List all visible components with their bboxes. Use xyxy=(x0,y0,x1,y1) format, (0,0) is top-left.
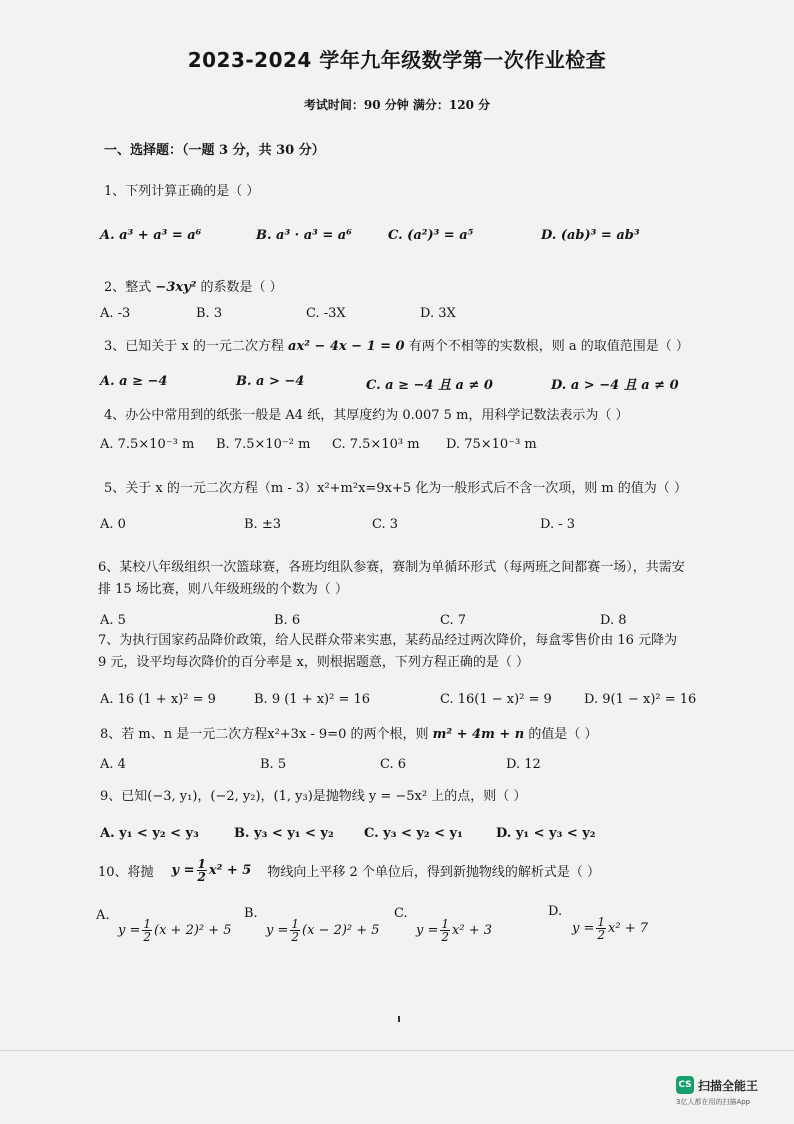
camscanner-logo-icon: CS xyxy=(676,1076,694,1094)
question-9-stem: 9、已知(−3, y₁)，(−2, y₂)，(1, y₃)是抛物线 y = −5x² 上的点，则（ ） xyxy=(100,789,527,804)
question-3-equation: ax² − 4x − 1 = 0 xyxy=(288,339,405,354)
question-9-option-b: B. y₃ < y₁ < y₂ xyxy=(234,826,334,841)
question-9-option-a: A. y₁ < y₂ < y₃ xyxy=(100,826,199,841)
question-10-option-a xyxy=(118,918,232,943)
fraction-denominator: 2 xyxy=(291,930,300,944)
fraction-denominator: 2 xyxy=(197,870,206,884)
question-10-stem-mid: 物线向上平移 2 个单位后，得到新抛物线的解析式是（ ） xyxy=(267,865,600,880)
question-4-option-a: A. 7.5×10⁻³ m xyxy=(100,437,195,452)
stray-mark xyxy=(398,1016,400,1022)
question-10-option-b xyxy=(266,918,380,943)
question-3-option-a: A. a ≥ −4 xyxy=(100,374,168,389)
question-6-option-b: B. 6 xyxy=(274,613,301,628)
fraction-numerator: 1 xyxy=(597,915,606,929)
watermark-tagline: 3亿人都在用的扫描App xyxy=(676,1098,751,1106)
question-2-option-d: D. 3X xyxy=(420,306,456,321)
fraction xyxy=(197,858,207,883)
question-5-stem: 5、关于 x 的一元二次方程（m - 3）x²+m²x=9x+5 化为一般形式后不含一次项，则 m 的值为（ ） xyxy=(104,481,687,496)
question-9-option-c: C. y₃ < y₂ < y₁ xyxy=(364,826,463,841)
question-3-option-c: C. a ≥ −4 且 a ≠ 0 xyxy=(366,378,493,393)
formula-lhs: y = xyxy=(171,863,195,878)
question-2-expression: −3xy² xyxy=(155,280,197,295)
question-7-option-b: B. 9 (1 + x)² = 16 xyxy=(254,692,371,707)
question-6-option-d: D. 8 xyxy=(600,613,627,628)
fraction-numerator: 1 xyxy=(197,857,206,871)
formula-rhs: (x + 2)² + 5 xyxy=(154,923,232,938)
question-6-stem: 6、某校八年级组织一次篮球赛，各班均组队参赛，赛制为单循环形式（每两班之间都赛一场），共需安排 15 场比赛，则八年级班级的个数为（ ） xyxy=(98,560,685,597)
question-3-stem-post: 有两个不相等的实数根，则 a 的取值范围是（ ） xyxy=(408,339,689,354)
question-5-option-c: C. 3 xyxy=(372,517,399,532)
question-1-option-c: C. (a²)³ = a⁵ xyxy=(388,228,474,243)
formula-rhs: (x − 2)² + 5 xyxy=(302,923,380,938)
fraction-denominator: 2 xyxy=(143,930,152,944)
question-8-option-a: A. 4 xyxy=(100,757,126,772)
question-7-option-a: A. 16 (1 + x)² = 9 xyxy=(100,692,216,707)
question-10-stem-pre: 10、将抛 xyxy=(98,865,154,880)
question-9-option-d: D. y₁ < y₃ < y₂ xyxy=(496,826,596,841)
section-heading: 一、选择题：（一题 3 分，共 30 分） xyxy=(104,143,325,158)
question-10-option-c-label: C. xyxy=(394,906,408,921)
question-1-stem: 1、下列计算正确的是（ ） xyxy=(104,184,260,199)
formula-lhs: y = xyxy=(118,923,141,938)
question-8-expression: m² + 4m + n xyxy=(432,727,525,742)
fraction xyxy=(440,918,450,943)
question-2-option-c: C. -3X xyxy=(306,306,346,321)
question-8-stem-pre: 8、若 m、n 是一元二次方程x²+3x - 9=0 的两个根，则 xyxy=(100,727,429,742)
question-1-option-b: B. a³ · a³ = a⁶ xyxy=(256,228,352,243)
formula-lhs: y = xyxy=(572,921,595,936)
question-7-stem: 7、为执行国家药品降价政策，给人民群众带来实惠，某药品经过两次降价，每盒零售价由 16 元降为 9 元，设平均每次降价的百分率是 x，则根据题意，下列方程正确的是（ ） xyxy=(98,633,678,670)
page-title: 2023-2024 学年九年级数学第一次作业检查 xyxy=(187,48,607,72)
scanner-watermark xyxy=(676,1076,758,1094)
fraction-numerator: 1 xyxy=(441,917,450,931)
question-3-stem-pre: 3、已知关于 x 的一元二次方程 xyxy=(104,339,284,354)
question-10-option-d-label: D. xyxy=(548,904,563,919)
fraction xyxy=(290,918,300,943)
question-4-stem: 4、办公中常用到的纸张一般是 A4 纸，其厚度约为 0.007 5 m，用科学记数法表示为（ ） xyxy=(104,408,629,423)
question-2-option-b: B. 3 xyxy=(196,306,223,321)
question-2-stem-pre: 2、整式 xyxy=(104,280,152,295)
formula-rhs: x² + 7 xyxy=(608,921,648,936)
fraction-numerator: 1 xyxy=(143,917,152,931)
question-3-stem xyxy=(104,335,689,354)
question-1-option-d: D. (ab)³ = ab³ xyxy=(541,228,640,243)
question-10-formula xyxy=(172,858,252,883)
fraction-numerator: 1 xyxy=(291,917,300,931)
question-8-option-c: C. 6 xyxy=(380,757,407,772)
question-10-option-a-label: A. xyxy=(96,908,110,923)
formula-rhs: x² + 5 xyxy=(208,863,252,878)
formula-lhs: y = xyxy=(416,923,439,938)
question-8-stem xyxy=(100,723,598,742)
question-5-option-b: B. ±3 xyxy=(244,517,281,532)
fraction xyxy=(596,916,606,941)
question-2-stem xyxy=(104,276,283,295)
formula-lhs: y = xyxy=(266,923,289,938)
fraction xyxy=(142,918,152,943)
question-3-option-b: B. a > −4 xyxy=(236,374,305,389)
question-1-option-a: A. a³ + a³ = a⁶ xyxy=(100,228,202,243)
question-4-option-b: B. 7.5×10⁻² m xyxy=(216,437,311,452)
question-8-option-b: B. 5 xyxy=(260,757,287,772)
question-7-option-c: C. 16(1 − x)² = 9 xyxy=(440,692,552,707)
question-4-option-d: D. 75×10⁻³ m xyxy=(446,437,537,452)
question-10-option-b-label: B. xyxy=(244,906,258,921)
fraction-denominator: 2 xyxy=(597,928,606,942)
formula-rhs: x² + 3 xyxy=(452,923,492,938)
question-6-option-c: C. 7 xyxy=(440,613,467,628)
question-2-option-a: A. -3 xyxy=(100,306,131,321)
question-10-stem xyxy=(98,858,600,883)
question-8-option-d: D. 12 xyxy=(506,757,541,772)
exam-info: 考试时间：90 分钟 满分：120 分 xyxy=(303,98,491,112)
question-4-option-c: C. 7.5×10³ m xyxy=(332,437,420,452)
question-5-option-a: A. 0 xyxy=(100,517,126,532)
question-7-option-d: D. 9(1 − x)² = 16 xyxy=(584,692,697,707)
question-3-option-d: D. a > −4 且 a ≠ 0 xyxy=(551,378,679,393)
question-6-option-a: A. 5 xyxy=(100,613,126,628)
question-5-option-d: D. - 3 xyxy=(540,517,576,532)
question-10-option-d xyxy=(572,916,648,941)
question-2-stem-post: 的系数是（ ） xyxy=(200,280,283,295)
page-edge-divider xyxy=(0,1050,794,1051)
question-8-stem-post: 的值是（ ） xyxy=(528,727,598,742)
watermark-brand-name: 扫描全能王 xyxy=(698,1078,759,1093)
fraction-denominator: 2 xyxy=(441,930,450,944)
question-10-option-c xyxy=(416,918,492,943)
